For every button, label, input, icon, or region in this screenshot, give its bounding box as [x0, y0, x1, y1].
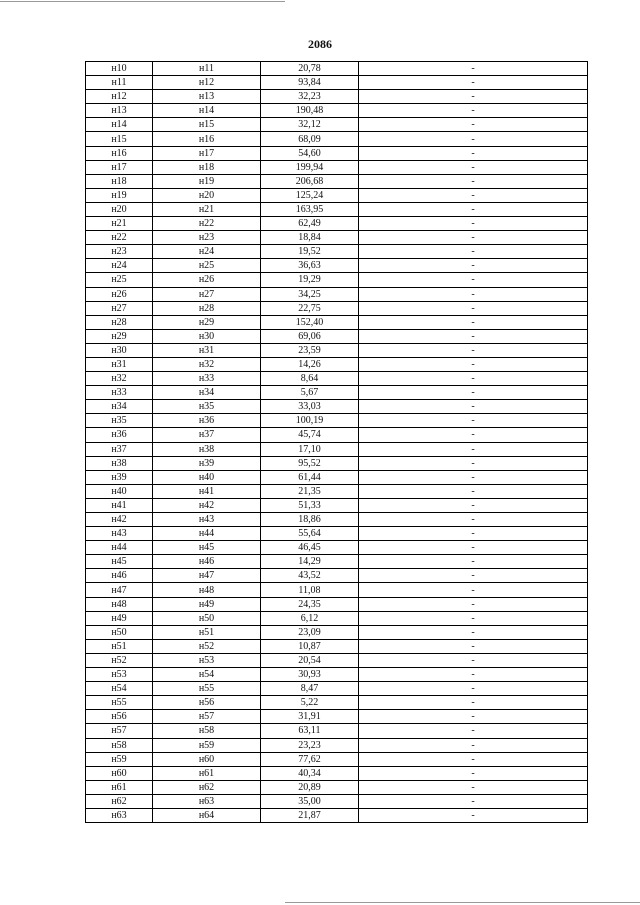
- to-point-cell: н18: [153, 160, 261, 174]
- length-cell: 46,45: [261, 541, 359, 555]
- note-cell: -: [359, 611, 588, 625]
- from-point-cell: н46: [86, 569, 153, 583]
- table-row: [86, 132, 588, 146]
- from-point-cell: н58: [86, 738, 153, 752]
- note-cell: -: [359, 231, 588, 245]
- note-cell: -: [359, 625, 588, 639]
- table-row: [86, 62, 588, 76]
- length-cell: 32,12: [261, 118, 359, 132]
- length-cell: 55,64: [261, 527, 359, 541]
- length-cell: 5,22: [261, 696, 359, 710]
- from-point-cell: н43: [86, 527, 153, 541]
- length-cell: 32,23: [261, 90, 359, 104]
- table-row: [86, 611, 588, 625]
- note-cell: -: [359, 146, 588, 160]
- from-point-cell: н31: [86, 357, 153, 371]
- length-cell: 63,11: [261, 724, 359, 738]
- to-point-cell: н58: [153, 724, 261, 738]
- to-point-cell: н21: [153, 202, 261, 216]
- to-point-cell: н46: [153, 555, 261, 569]
- to-point-cell: н28: [153, 301, 261, 315]
- note-cell: -: [359, 583, 588, 597]
- to-point-cell: н16: [153, 132, 261, 146]
- length-cell: 93,84: [261, 76, 359, 90]
- to-point-cell: н38: [153, 442, 261, 456]
- note-cell: -: [359, 287, 588, 301]
- to-point-cell: н36: [153, 414, 261, 428]
- note-cell: -: [359, 442, 588, 456]
- to-point-cell: н24: [153, 245, 261, 259]
- to-point-cell: н37: [153, 428, 261, 442]
- to-point-cell: н49: [153, 597, 261, 611]
- from-point-cell: н28: [86, 315, 153, 329]
- to-point-cell: н40: [153, 470, 261, 484]
- table-row: [86, 118, 588, 132]
- table-row: [86, 188, 588, 202]
- table-row: [86, 752, 588, 766]
- table-row: [86, 583, 588, 597]
- table-row: [86, 357, 588, 371]
- to-point-cell: н30: [153, 329, 261, 343]
- from-point-cell: н62: [86, 794, 153, 808]
- note-cell: -: [359, 724, 588, 738]
- note-cell: -: [359, 569, 588, 583]
- table-row: [86, 217, 588, 231]
- table-row: [86, 372, 588, 386]
- length-cell: 21,35: [261, 484, 359, 498]
- length-cell: 61,44: [261, 470, 359, 484]
- table-row: [86, 315, 588, 329]
- to-point-cell: н33: [153, 372, 261, 386]
- note-cell: -: [359, 513, 588, 527]
- note-cell: -: [359, 738, 588, 752]
- table-row: [86, 343, 588, 357]
- to-point-cell: н56: [153, 696, 261, 710]
- table-row: [86, 527, 588, 541]
- to-point-cell: н34: [153, 386, 261, 400]
- from-point-cell: н32: [86, 372, 153, 386]
- length-cell: 14,29: [261, 555, 359, 569]
- from-point-cell: н14: [86, 118, 153, 132]
- length-cell: 23,59: [261, 343, 359, 357]
- to-point-cell: н63: [153, 794, 261, 808]
- length-cell: 40,34: [261, 766, 359, 780]
- table-row: [86, 639, 588, 653]
- from-point-cell: н20: [86, 202, 153, 216]
- to-point-cell: н42: [153, 498, 261, 512]
- length-cell: 77,62: [261, 752, 359, 766]
- length-cell: 24,35: [261, 597, 359, 611]
- table-row: [86, 498, 588, 512]
- from-point-cell: н13: [86, 104, 153, 118]
- length-cell: 8,64: [261, 372, 359, 386]
- to-point-cell: н35: [153, 400, 261, 414]
- from-point-cell: н52: [86, 653, 153, 667]
- from-point-cell: н35: [86, 414, 153, 428]
- note-cell: -: [359, 259, 588, 273]
- from-point-cell: н38: [86, 456, 153, 470]
- note-cell: -: [359, 372, 588, 386]
- table-row: [86, 245, 588, 259]
- from-point-cell: н39: [86, 470, 153, 484]
- length-cell: 33,03: [261, 400, 359, 414]
- from-point-cell: н19: [86, 188, 153, 202]
- note-cell: -: [359, 682, 588, 696]
- from-point-cell: н44: [86, 541, 153, 555]
- to-point-cell: н53: [153, 653, 261, 667]
- from-point-cell: н57: [86, 724, 153, 738]
- to-point-cell: н54: [153, 668, 261, 682]
- from-point-cell: н27: [86, 301, 153, 315]
- note-cell: -: [359, 202, 588, 216]
- table-row: [86, 146, 588, 160]
- from-point-cell: н34: [86, 400, 153, 414]
- length-cell: 51,33: [261, 498, 359, 512]
- to-point-cell: н59: [153, 738, 261, 752]
- table-row: [86, 653, 588, 667]
- length-cell: 17,10: [261, 442, 359, 456]
- to-point-cell: н20: [153, 188, 261, 202]
- note-cell: -: [359, 766, 588, 780]
- length-cell: 19,52: [261, 245, 359, 259]
- note-cell: -: [359, 668, 588, 682]
- from-point-cell: н37: [86, 442, 153, 456]
- length-cell: 206,68: [261, 174, 359, 188]
- from-point-cell: н55: [86, 696, 153, 710]
- note-cell: -: [359, 710, 588, 724]
- to-point-cell: н11: [153, 62, 261, 76]
- table-row: [86, 808, 588, 822]
- from-point-cell: н42: [86, 513, 153, 527]
- to-point-cell: н57: [153, 710, 261, 724]
- note-cell: -: [359, 484, 588, 498]
- to-point-cell: н52: [153, 639, 261, 653]
- table-row: [86, 724, 588, 738]
- table-row: [86, 273, 588, 287]
- table-row: [86, 287, 588, 301]
- from-point-cell: н24: [86, 259, 153, 273]
- note-cell: -: [359, 428, 588, 442]
- length-cell: 54,60: [261, 146, 359, 160]
- table-row: [86, 682, 588, 696]
- from-point-cell: н18: [86, 174, 153, 188]
- from-point-cell: н63: [86, 808, 153, 822]
- from-point-cell: н36: [86, 428, 153, 442]
- to-point-cell: н45: [153, 541, 261, 555]
- table-row: [86, 456, 588, 470]
- from-point-cell: н47: [86, 583, 153, 597]
- to-point-cell: н62: [153, 780, 261, 794]
- page-number: 2086: [308, 37, 332, 51]
- length-cell: 23,09: [261, 625, 359, 639]
- table-row: [86, 555, 588, 569]
- to-point-cell: н50: [153, 611, 261, 625]
- length-cell: 69,06: [261, 329, 359, 343]
- from-point-cell: н40: [86, 484, 153, 498]
- to-point-cell: н43: [153, 513, 261, 527]
- note-cell: -: [359, 76, 588, 90]
- note-cell: -: [359, 555, 588, 569]
- from-point-cell: н23: [86, 245, 153, 259]
- note-cell: -: [359, 498, 588, 512]
- length-cell: 5,67: [261, 386, 359, 400]
- length-cell: 6,12: [261, 611, 359, 625]
- length-cell: 34,25: [261, 287, 359, 301]
- note-cell: -: [359, 160, 588, 174]
- note-cell: -: [359, 780, 588, 794]
- from-point-cell: н45: [86, 555, 153, 569]
- note-cell: -: [359, 315, 588, 329]
- to-point-cell: н25: [153, 259, 261, 273]
- to-point-cell: н39: [153, 456, 261, 470]
- table-row: [86, 794, 588, 808]
- table-row: [86, 710, 588, 724]
- from-point-cell: н59: [86, 752, 153, 766]
- table-row: [86, 470, 588, 484]
- bottom-scan-rule: [285, 902, 640, 903]
- boundary-segments-table: [85, 61, 588, 823]
- length-cell: 62,49: [261, 217, 359, 231]
- note-cell: -: [359, 456, 588, 470]
- note-cell: -: [359, 343, 588, 357]
- note-cell: -: [359, 808, 588, 822]
- table-row: [86, 329, 588, 343]
- to-point-cell: н12: [153, 76, 261, 90]
- table-row: [86, 414, 588, 428]
- note-cell: -: [359, 696, 588, 710]
- note-cell: -: [359, 118, 588, 132]
- from-point-cell: н48: [86, 597, 153, 611]
- length-cell: 36,63: [261, 259, 359, 273]
- to-point-cell: н27: [153, 287, 261, 301]
- from-point-cell: н29: [86, 329, 153, 343]
- length-cell: 100,19: [261, 414, 359, 428]
- table-row: [86, 104, 588, 118]
- to-point-cell: н32: [153, 357, 261, 371]
- from-point-cell: н17: [86, 160, 153, 174]
- from-point-cell: н21: [86, 217, 153, 231]
- table-row: [86, 400, 588, 414]
- note-cell: -: [359, 541, 588, 555]
- table-row: [86, 174, 588, 188]
- to-point-cell: н29: [153, 315, 261, 329]
- to-point-cell: н47: [153, 569, 261, 583]
- table-row: [86, 569, 588, 583]
- table-row: [86, 597, 588, 611]
- note-cell: -: [359, 329, 588, 343]
- from-point-cell: н10: [86, 62, 153, 76]
- to-point-cell: н60: [153, 752, 261, 766]
- length-cell: 199,94: [261, 160, 359, 174]
- from-point-cell: н22: [86, 231, 153, 245]
- from-point-cell: н49: [86, 611, 153, 625]
- to-point-cell: н61: [153, 766, 261, 780]
- from-point-cell: н41: [86, 498, 153, 512]
- to-point-cell: н14: [153, 104, 261, 118]
- note-cell: -: [359, 273, 588, 287]
- note-cell: -: [359, 527, 588, 541]
- to-point-cell: н26: [153, 273, 261, 287]
- note-cell: -: [359, 357, 588, 371]
- to-point-cell: н44: [153, 527, 261, 541]
- to-point-cell: н19: [153, 174, 261, 188]
- table-row: [86, 668, 588, 682]
- note-cell: -: [359, 217, 588, 231]
- table-row: [86, 76, 588, 90]
- table-row: [86, 780, 588, 794]
- note-cell: -: [359, 132, 588, 146]
- table-row: [86, 301, 588, 315]
- length-cell: 22,75: [261, 301, 359, 315]
- to-point-cell: н48: [153, 583, 261, 597]
- note-cell: -: [359, 188, 588, 202]
- from-point-cell: н56: [86, 710, 153, 724]
- length-cell: 95,52: [261, 456, 359, 470]
- to-point-cell: н51: [153, 625, 261, 639]
- note-cell: -: [359, 301, 588, 315]
- note-cell: -: [359, 597, 588, 611]
- from-point-cell: н16: [86, 146, 153, 160]
- to-point-cell: н17: [153, 146, 261, 160]
- length-cell: 8,47: [261, 682, 359, 696]
- length-cell: 190,48: [261, 104, 359, 118]
- table-row: [86, 513, 588, 527]
- length-cell: 45,74: [261, 428, 359, 442]
- table-row: [86, 428, 588, 442]
- note-cell: -: [359, 104, 588, 118]
- length-cell: 35,00: [261, 794, 359, 808]
- length-cell: 20,78: [261, 62, 359, 76]
- length-cell: 68,09: [261, 132, 359, 146]
- from-point-cell: н61: [86, 780, 153, 794]
- length-cell: 20,89: [261, 780, 359, 794]
- from-point-cell: н15: [86, 132, 153, 146]
- length-cell: 43,52: [261, 569, 359, 583]
- from-point-cell: н12: [86, 90, 153, 104]
- length-cell: 163,95: [261, 202, 359, 216]
- top-scan-rule: [0, 1, 285, 2]
- from-point-cell: н50: [86, 625, 153, 639]
- table-row: [86, 541, 588, 555]
- length-cell: 10,87: [261, 639, 359, 653]
- note-cell: -: [359, 400, 588, 414]
- to-point-cell: н55: [153, 682, 261, 696]
- note-cell: -: [359, 62, 588, 76]
- length-cell: 11,08: [261, 583, 359, 597]
- length-cell: 19,29: [261, 273, 359, 287]
- table-row: [86, 202, 588, 216]
- to-point-cell: н31: [153, 343, 261, 357]
- from-point-cell: н54: [86, 682, 153, 696]
- note-cell: -: [359, 794, 588, 808]
- table-row: [86, 90, 588, 104]
- table-row: [86, 625, 588, 639]
- table-row: [86, 484, 588, 498]
- to-point-cell: н41: [153, 484, 261, 498]
- note-cell: -: [359, 414, 588, 428]
- length-cell: 20,54: [261, 653, 359, 667]
- from-point-cell: н25: [86, 273, 153, 287]
- table-row: [86, 738, 588, 752]
- length-cell: 18,84: [261, 231, 359, 245]
- from-point-cell: н53: [86, 668, 153, 682]
- from-point-cell: н11: [86, 76, 153, 90]
- length-cell: 30,93: [261, 668, 359, 682]
- table-row: [86, 766, 588, 780]
- table-row: [86, 696, 588, 710]
- to-point-cell: н64: [153, 808, 261, 822]
- from-point-cell: н26: [86, 287, 153, 301]
- table-row: [86, 259, 588, 273]
- to-point-cell: н23: [153, 231, 261, 245]
- to-point-cell: н13: [153, 90, 261, 104]
- length-cell: 31,91: [261, 710, 359, 724]
- table-row: [86, 442, 588, 456]
- from-point-cell: н60: [86, 766, 153, 780]
- table-row: [86, 231, 588, 245]
- length-cell: 21,87: [261, 808, 359, 822]
- to-point-cell: н22: [153, 217, 261, 231]
- length-cell: 18,86: [261, 513, 359, 527]
- table-body: [86, 62, 588, 823]
- note-cell: -: [359, 174, 588, 188]
- from-point-cell: н33: [86, 386, 153, 400]
- length-cell: 23,23: [261, 738, 359, 752]
- note-cell: -: [359, 245, 588, 259]
- table-row: [86, 386, 588, 400]
- length-cell: 125,24: [261, 188, 359, 202]
- to-point-cell: н15: [153, 118, 261, 132]
- note-cell: -: [359, 639, 588, 653]
- note-cell: -: [359, 470, 588, 484]
- note-cell: -: [359, 90, 588, 104]
- length-cell: 152,40: [261, 315, 359, 329]
- from-point-cell: н51: [86, 639, 153, 653]
- from-point-cell: н30: [86, 343, 153, 357]
- note-cell: -: [359, 386, 588, 400]
- note-cell: -: [359, 752, 588, 766]
- table-row: [86, 160, 588, 174]
- length-cell: 14,26: [261, 357, 359, 371]
- note-cell: -: [359, 653, 588, 667]
